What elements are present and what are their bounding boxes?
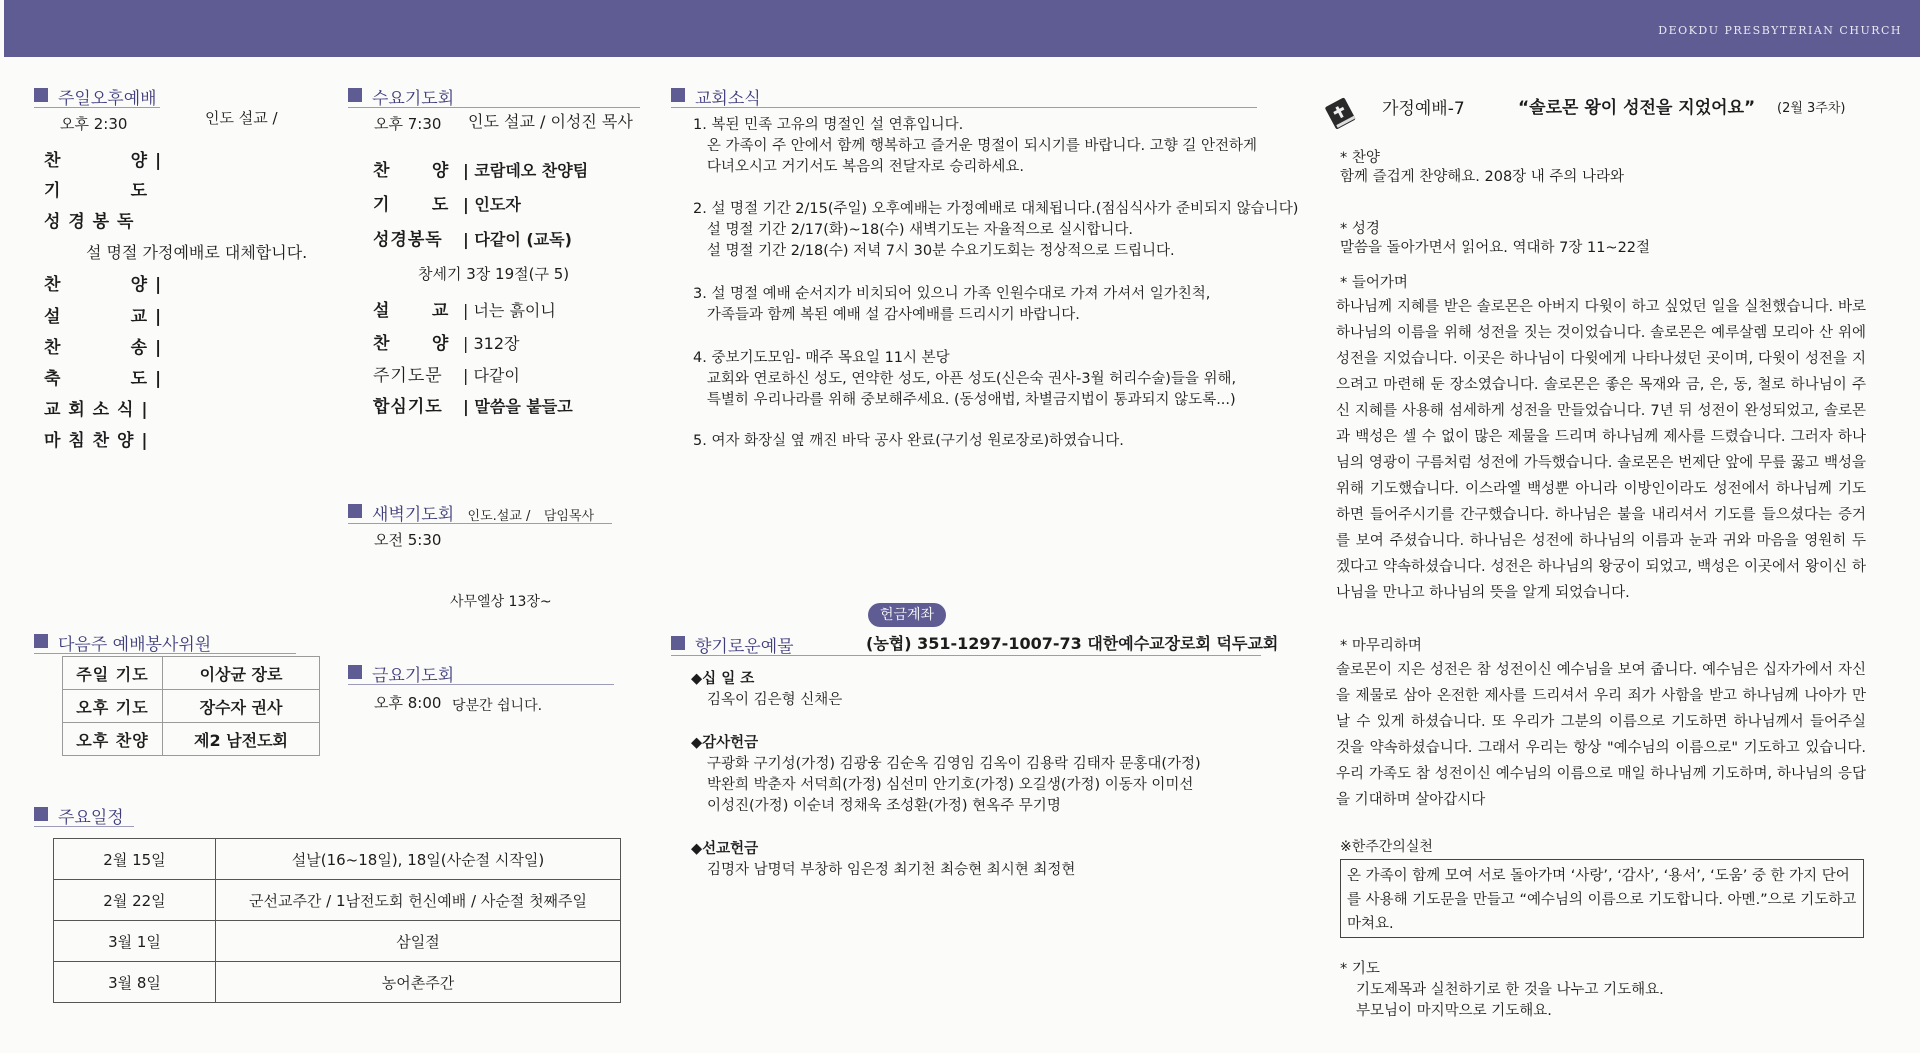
prayer-heading: * 기도 [1340,961,1380,977]
account-badge: 헌금계좌 [868,603,946,627]
friday-prayer-label: 금요기도회 [372,666,455,686]
schedule-label: 주요일정 [58,808,124,828]
order-label: 합심기도 [373,397,443,417]
dawn-leader: 인도.설교 / [467,509,531,524]
news-title [671,84,1257,108]
sunday-order-item [44,302,162,327]
date-cell: 2월 22일 [54,880,216,921]
sunday-service-title [34,84,160,108]
dawn-pastor: 담임목사 [543,509,595,524]
family-worship-title: 가정예배-7 [1382,99,1465,119]
news-line: 4. 중보기도모임- 매주 목요일 11시 본당 [693,350,950,366]
news-line: 온 가족이 주 안에서 함께 행복하고 즐거운 명절이 되시기를 바랍니다. 고향 길 안전하게 [693,138,1257,154]
news-line: 다녀오시고 거기서도 복음의 전달자로 승리하세요. [693,159,1025,175]
person-cell: 장수자 권사 [163,690,320,723]
offering-names: 김옥이 김은형 신채은 [707,692,843,708]
order-label: 찬 양 | [44,275,163,295]
schedule-table [53,838,621,1003]
prayer-text-1: 기도제목과 실천하기로 한 것을 나누고 기도해요. [1356,982,1664,998]
closing-text: 솔로몬이 지은 성전은 참 성전이신 예수님을 보여 줍니다. 예수님은 십자가에서 자신을 제물로 삼아 온전한 제사를 드리셔서 우리 죄가 사함을 받고 하나님께 나아가 만날 수 있게 하셨습니다. 또 우리가 그분의 이름으로 기도하면 하나님께서 들어주실 것을 약속하셨습니다. 그래서 우리는 항상 "예수님의 이름으로" 기도하고 있습니다. 우리 가족도 참 성전이신 예수님의 이름으로 매일 하나님께 기도하며, 하나님의 응답을 기대하며 살아갑시다 [1336,662,1866,808]
order-value: | 코람데오 찬양팀 [463,161,589,180]
wednesday-order-item [373,392,573,417]
bible-icon [1322,96,1358,134]
wednesday-time: 오후 7:30 [374,115,442,133]
wednesday-service-title [348,84,640,108]
role-cell: 주일 기도 [63,657,163,690]
sunday-order-item [44,176,148,201]
sunday-order-item [44,333,162,358]
offering-names: 이성진(가정) 이순녀 정채욱 조성환(가정) 현옥주 무기명 [707,798,1061,814]
friday-time: 오후 8:00 [374,694,442,712]
practice-heading: ※한주간의실천 [1340,839,1433,855]
account-number: (농협) 351-1297-1007-73 대한예수교장로회 덕두교회 [866,634,1279,653]
sunday-order-item [44,146,162,171]
news-line: 3. 설 명절 예배 순서지가 비치되어 있으니 가족 인원수대로 가져 가셔서 일가친척, [693,286,1211,302]
wednesday-order-item [373,296,556,321]
offering-group-title: ◆선교헌금 [691,841,759,857]
sunday-order-item [44,426,149,451]
order-label: 찬 양 | [44,151,163,171]
sunday-order-item [44,395,149,420]
bullet-square-icon [348,665,362,679]
bullet-square-icon [348,504,362,518]
news-item [693,115,1257,178]
order-label: 성 경 봉 독 [44,212,135,232]
order-label: 기 도 [373,195,450,215]
sunday-time: 오후 2:30 [60,115,128,133]
next-week-title [34,630,296,654]
order-label: 찬 송 | [44,338,163,358]
wednesday-order-item [373,329,519,354]
wednesday-order-item [373,156,588,181]
dawn-prayer-label: 새벽기도회 [372,505,455,525]
news-line: 5. 여자 화장실 옆 깨진 바닥 공사 완료(구기성 원로장로)하였습니다. [693,433,1124,449]
bullet-square-icon [671,636,685,650]
table-row [54,921,621,962]
date-cell: 3월 8일 [54,962,216,1003]
event-cell: 군선교주간 / 1남전도회 헌신예배 / 사순절 첫째주일 [216,880,621,921]
wednesday-service-label: 수요기도회 [372,89,455,109]
order-label: 찬 양 [373,161,450,181]
news-line: 특별히 우리나라를 위해 중보해주세요. (동성애법, 차별금지법이 통과되지 않도록...) [693,392,1236,408]
offering-names: 구광화 구기성(가정) 김광웅 김순옥 김영임 김옥이 김용락 김태자 문홍대(가정) [707,756,1201,772]
practice-box: 온 가족이 함께 모여 서로 돌아가며 ‘사랑’, ‘감사’, ‘용서’, ‘도움’ 중 한 가지 단어를 사용해 기도문을 만들고 “예수님의 이름으로 기도합니다. 아멘.”으로 기도하고 마쳐요. [1340,859,1864,938]
news-line: 2. 설 명절 기간 2/15(주일) 오후예배는 가정예배로 대체됩니다.(점심식사가 준비되지 않습니다) [693,201,1299,217]
person-cell: 이상균 장로 [163,657,320,690]
table-row [63,723,320,756]
friday-prayer-title [348,661,614,685]
table-row [54,962,621,1003]
bible-heading: * 성경 [1340,221,1380,237]
praise-text: 함께 즐겁게 찬양해요. 208장 내 주의 나라와 [1340,169,1625,185]
wednesday-order-item [373,190,521,215]
prayer-text-2: 부모님이 마지막으로 기도해요. [1356,1003,1552,1019]
table-row [63,657,320,690]
date-cell: 3월 1일 [54,921,216,962]
order-label: 기 도 [44,181,149,201]
order-label: 마 침 찬 양 | [44,431,149,451]
wednesday-scripture: 창세기 3장 19절(구 5) [418,265,570,283]
table-row [63,690,320,723]
family-worship-week: (2월 3주차) [1777,101,1846,116]
friday-note: 당분간 쉽니다. [452,698,543,714]
sunday-order-item [44,364,162,389]
date-cell: 2월 15일 [54,839,216,880]
church-name: DEOKDU PRESBYTERIAN CHURCH [1658,24,1902,37]
order-label: 설 교 | [44,307,163,327]
family-worship-subtitle: “솔로몬 왕이 성전을 지었어요” [1518,98,1756,118]
next-week-table [62,656,320,756]
event-cell: 설날(16~18일), 18일(사순절 시작일) [216,839,621,880]
event-cell: 삼일절 [216,921,621,962]
offering-group [691,839,1075,881]
sunday-note: 설 명절 가정예배로 대체합니다. [86,243,308,262]
news-item [693,431,1124,452]
offering-group [691,669,842,711]
bullet-square-icon [34,807,48,821]
wednesday-leader: 인도 설교 / 이성진 목사 [468,112,633,131]
bible-text: 말씀을 돌아가면서 읽어요. 역대하 7장 11~22절 [1340,240,1651,256]
news-item [693,284,1210,326]
order-value: | 312장 [463,334,520,353]
sunday-service-label: 주일오후예배 [58,89,157,109]
order-value: | 다같이 [463,366,520,385]
news-line: 설 명절 기간 2/17(화)~18(수) 새벽기도는 자율적으로 실시합니다. [693,222,1134,238]
bullet-square-icon [34,88,48,102]
order-value: | 말씀을 붙들고 [463,397,573,416]
offering-names: 박완희 박춘자 서덕희(가정) 심선미 안기호(가정) 오길생(가정) 이동자 이미선 [707,777,1194,793]
bullet-square-icon [348,88,362,102]
intro-heading: * 들어가며 [1340,275,1408,291]
offering-group-title: ◆십 일 조 [691,671,755,687]
role-cell: 오후 찬양 [63,723,163,756]
role-cell: 오후 기도 [63,690,163,723]
table-row [54,880,621,921]
order-label: 성경봉독 [373,230,443,250]
news-line: 교회와 연로하신 성도, 연약한 성도, 아픈 성도(신은숙 권사-3월 허리수술)들을 위해, [693,371,1237,387]
closing-heading: * 마무리하며 [1340,638,1422,654]
order-value: | 너는 흙이니 [463,301,556,320]
schedule-title [34,803,134,827]
next-week-label: 다음주 예배봉사위원 [58,635,212,655]
bullet-square-icon [34,634,48,648]
order-label: 축 도 | [44,369,163,389]
order-label: 교 회 소 식 | [44,400,149,420]
news-item [693,199,1298,262]
news-line: 설 명절 기간 2/18(수) 저녁 7시 30분 수요기도회는 정상적으로 드립니다. [693,243,1175,259]
praise-heading: * 찬양 [1340,150,1380,166]
dawn-text: 사무엘상 13장~ [450,594,552,610]
dawn-prayer-title [348,500,612,524]
order-label: 주기도문 [373,366,443,386]
order-value: | 인도자 [463,195,521,214]
sunday-order-item [44,270,162,295]
news-label: 교회소식 [695,89,761,109]
table-row [54,839,621,880]
sunday-leader: 인도 설교 / [205,109,278,127]
news-item [693,348,1236,411]
bullet-square-icon [671,88,685,102]
wednesday-order-item [373,225,572,250]
sunday-order-item [44,207,134,232]
order-label: 설 교 [373,301,450,321]
offering-names: 김명자 남명덕 부창하 임은정 최기천 최승현 최시현 최정현 [707,862,1076,878]
offering-label: 향기로운예물 [695,637,794,657]
offering-group-title: ◆감사헌금 [691,735,759,751]
order-label: 찬 양 [373,334,450,354]
person-cell: 제2 남전도회 [163,723,320,756]
dawn-time: 오전 5:30 [374,531,442,549]
news-line: 1. 복된 민족 고유의 명절인 설 연휴입니다. [693,117,964,133]
order-value: | 다같이 (교독) [463,230,572,249]
event-cell: 농어촌주간 [216,962,621,1003]
offering-group [691,733,1201,817]
intro-text: 하나님께 지혜를 받은 솔로몬은 아버지 다윗이 하고 싶었던 일을 실천했습니다. 바로 하나님의 이름을 위해 성전을 짓는 것이었습니다. 솔로몬은 예루살렘 모리아 산 위에 성전을 지었습니다. 이곳은 하나님이 다윗에게 나타나셨던 곳이며, 다윗이 성전을 지으려고 마련해 둔 장소였습니다. 솔로몬은 좋은 목재와 금, 은, 동, 철로 하나님이 주신 지혜를 사용해 섬세하게 성전을 만들었습니다. 7년 뒤 성전이 완성되었고, 솔로몬과 백성은 셀 수 없이 많은 제물을 드리며 하나님께 제사를 드렸습니다. 그러자 하나님의 영광이 구름처럼 성전에 가득했습니다. 솔로몬은 번제단 앞에 무릎 꿇고 백성을 위해 기도했습니다. 이스라엘 백성뿐 아니라 이방인이라도 성전에서 하나님께 기도하면 들어주시기를 간구했습니다. 하나님은 불을 내리셔서 기도를 들으셨다는 증거를 보여 주셨습니다. 하나님은 성전에 하나님의 이름과 눈과 귀와 마음을 영원히 두겠다고 약속하셨습니다. 성전은 하나님의 왕궁이 되었고, 백성은 이곳에서 왕이신 하나님을 만나고 하나님의 뜻을 알게 되었습니다. [1336,299,1866,601]
header-band [4,0,1920,57]
wednesday-order-item [373,361,520,386]
news-line: 가족들과 함께 복된 예배 설 감사예배를 드리시기 바랍니다. [693,307,1080,323]
